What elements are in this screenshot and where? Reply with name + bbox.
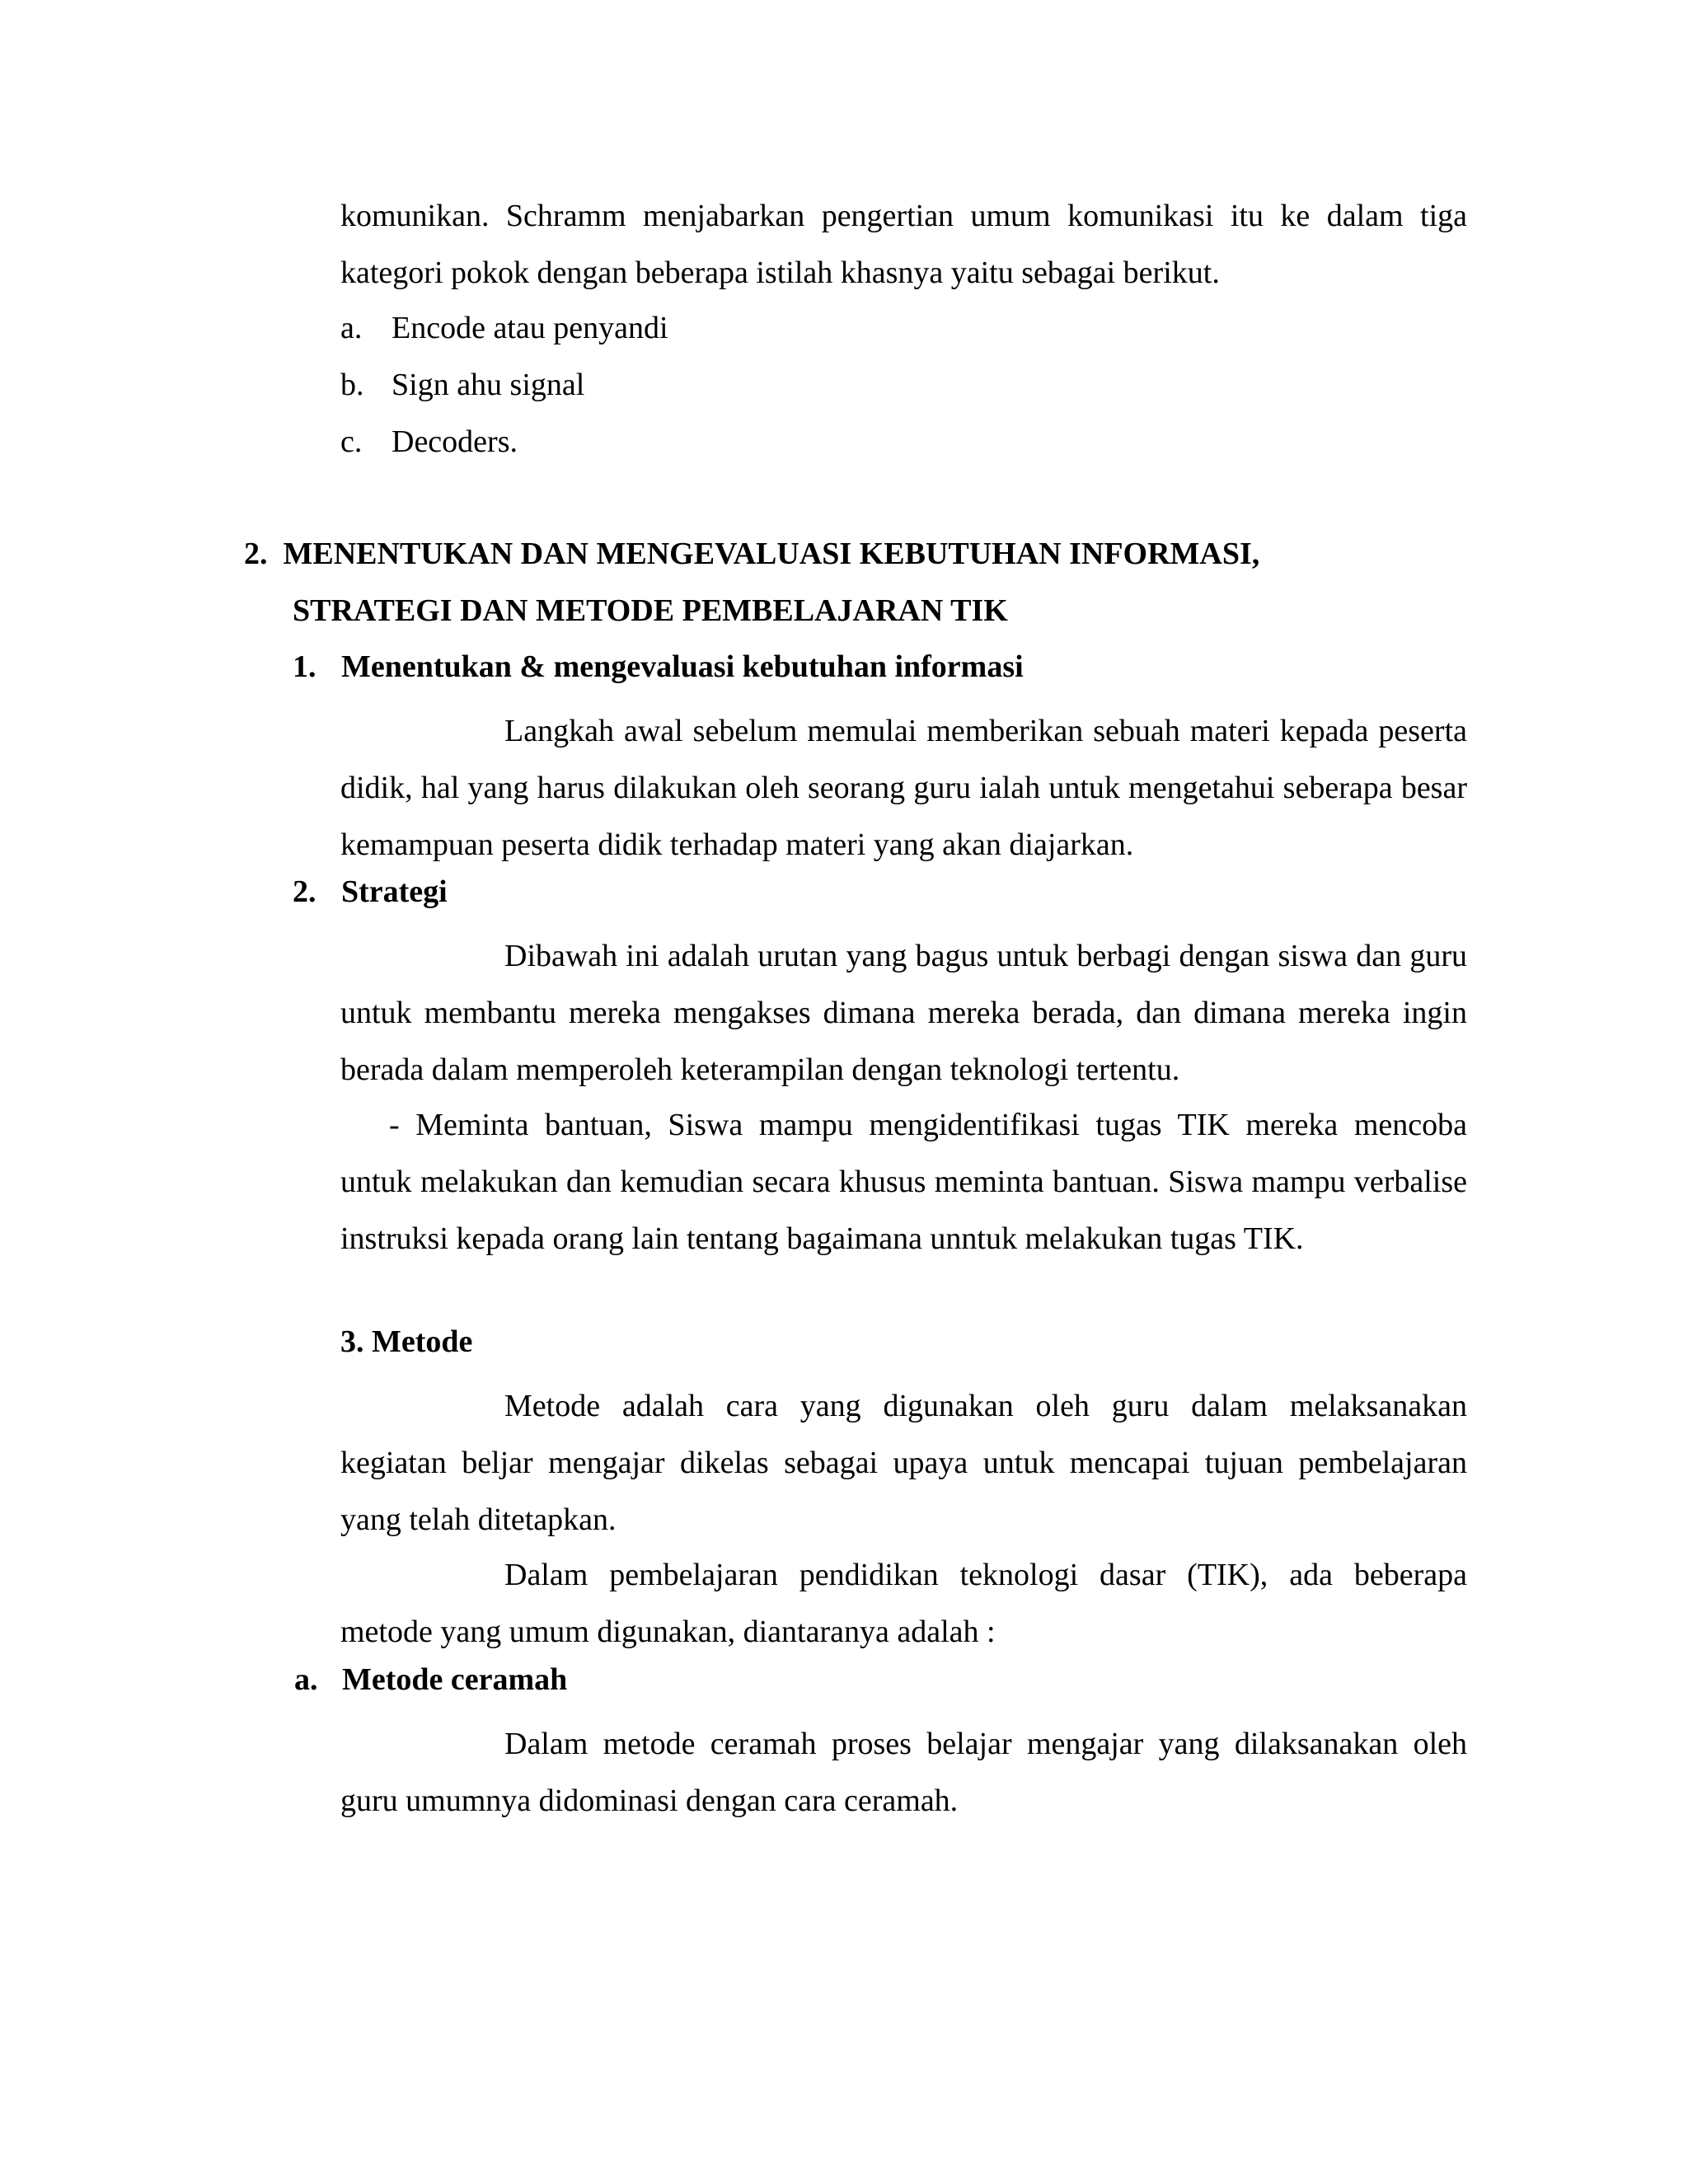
list-text: Sign ahu signal — [392, 368, 585, 402]
list-text: Decoders. — [392, 424, 518, 459]
subsection-paragraph: Langkah awal sebelum memulai memberikan sebuah materi kepada peserta didik, hal yang harus dilakukan oleh seorang guru ialah untuk mengetahui seberapa besar kemampuan peserta didik terhadap materi yang akan diajarkan. — [340, 714, 1467, 862]
list-item — [340, 422, 518, 462]
subsection-heading: 3. Metode — [340, 1324, 473, 1359]
section-heading-continued: STRATEGI DAN METODE PEMBELAJARAN TIK — [293, 593, 1008, 628]
subsection-heading — [293, 647, 1024, 687]
list-item — [340, 308, 668, 348]
subsection-number: 1. — [293, 649, 316, 684]
list-marker: a. — [340, 311, 363, 345]
subsection-heading — [293, 872, 448, 912]
subsection-heading — [294, 1660, 568, 1699]
subsection-marker: a. — [294, 1662, 318, 1697]
subsection-title: Strategi — [341, 874, 448, 909]
subsection-number: 2. — [293, 874, 316, 909]
list-text: Encode atau penyandi — [392, 311, 668, 345]
subsection-title: Menentukan & mengevaluasi kebutuhan informasi — [341, 649, 1024, 684]
subsection-paragraph: Dibawah ini adalah urutan yang bagus untuk berbagi dengan siswa dan guru untuk membantu mereka mengakses dimana mereka berada, dan dimana mereka ingin berada dalam memperoleh keterampilan dengan teknologi tertentu. — [340, 939, 1467, 1087]
intro-paragraph: komunikan. Schramm menjabarkan pengertian umum komunikasi itu ke dalam tiga kategori pokok dengan beberapa istilah khasnya yaitu sebagai berikut. — [340, 199, 1467, 290]
subsection-paragraph: Dalam metode ceramah proses belajar mengajar yang dilaksanakan oleh guru umumnya didominasi dengan cara ceramah. — [340, 1727, 1467, 1818]
list-marker: b. — [340, 368, 364, 402]
list-item — [340, 365, 585, 405]
bullet-paragraph: - Meminta bantuan, Siswa mampu mengidentifikasi tugas TIK mereka mencoba untuk melakukan dan kemudian secara khusus meminta bantuan. Siswa mampu verbalise instruksi kepada orang lain tentang bagaimana unntuk melakukan tugas TIK. — [340, 1108, 1467, 1256]
subsection-paragraph: Dalam pembelajaran pendidikan teknologi dasar (TIK), ada beberapa metode yang umum digunakan, diantaranya adalah : — [340, 1558, 1467, 1649]
subsection-paragraph: Metode adalah cara yang digunakan oleh guru dalam melaksanakan kegiatan beljar mengajar dikelas sebagai upaya untuk mencapai tujuan pembelajaran yang telah ditetapkan. — [340, 1389, 1467, 1537]
subsection-title: Metode ceramah — [342, 1662, 568, 1697]
section-heading: 2. MENENTUKAN DAN MENGEVALUASI KEBUTUHAN INFORMASI, — [244, 537, 1260, 571]
list-marker: c. — [340, 424, 363, 459]
